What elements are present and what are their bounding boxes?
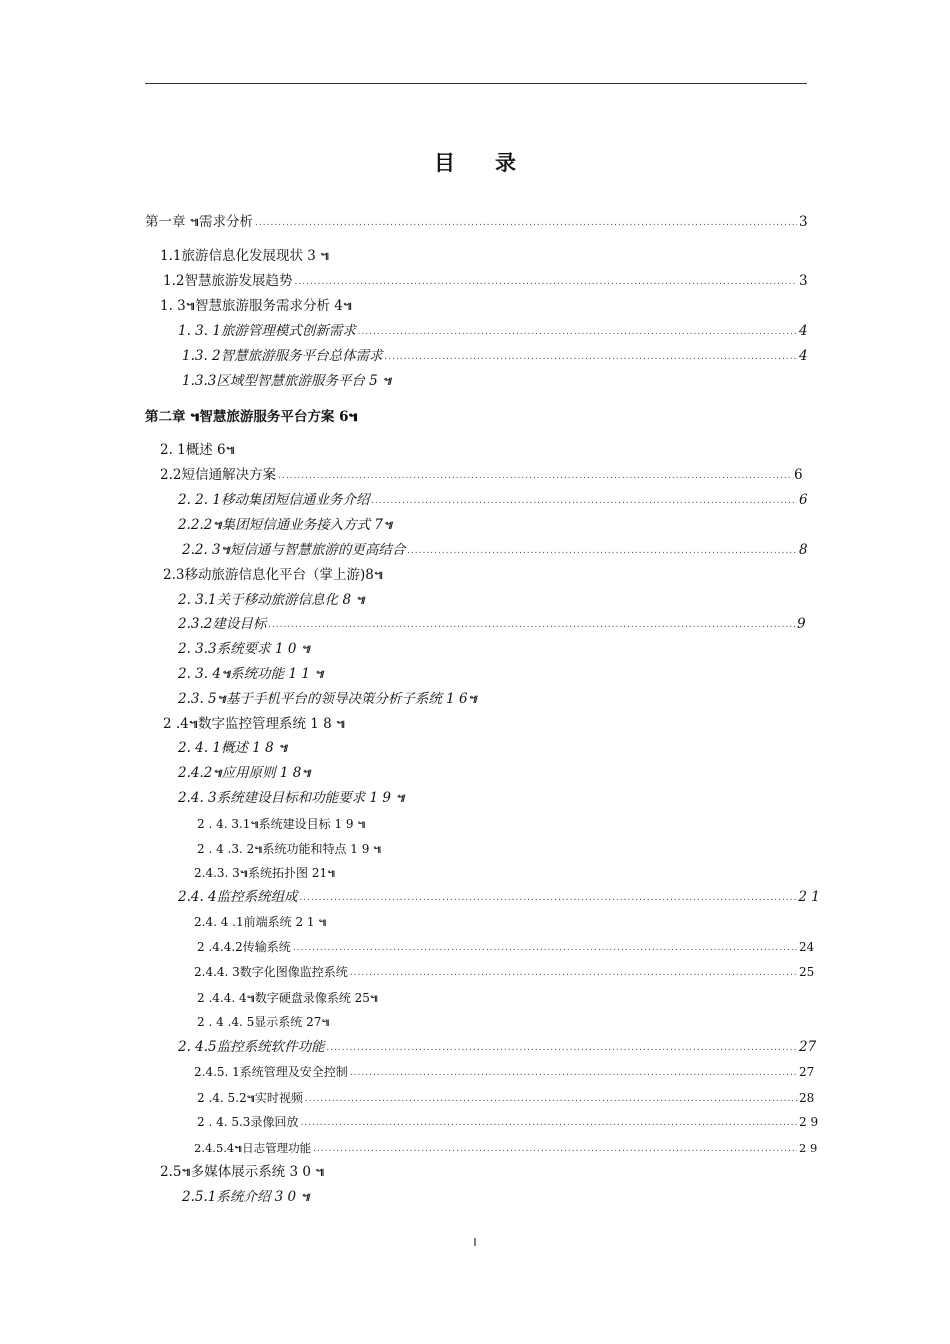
- toc-entry-page: 3: [799, 214, 808, 230]
- toc-entry-2-4-4-2[interactable]: [197, 938, 815, 958]
- toc-entry-text: 概述 6๚: [185, 442, 235, 458]
- toc-entry-page: 27: [799, 1065, 815, 1079]
- toc-entry-2-4-5[interactable]: [178, 1038, 817, 1058]
- toc-entry-text: ๚数字监控管理系统 1 8 ๚: [188, 716, 346, 732]
- toc-entry-number: 1. 3: [160, 298, 186, 314]
- toc-entry-text: 录像回放: [250, 1115, 299, 1129]
- toc-entry-text: 前端系统 2 1 ๚: [243, 915, 327, 929]
- toc-entry-text: ๚基于手机平台的领导决策分析子系统 1 6๚: [216, 691, 477, 707]
- toc-entry-2-1[interactable]: [160, 441, 807, 461]
- toc-entry-2-4-5-2[interactable]: [197, 1089, 815, 1109]
- toc-entry-2-5[interactable]: [160, 1163, 807, 1183]
- toc-entry-text: 旅游信息化发展现状 3 ๚: [181, 248, 330, 264]
- toc-entry-text: 短信通解决方案: [181, 467, 277, 483]
- toc-entry-text: ๚日志管理功能: [234, 1141, 312, 1155]
- leader-dots: [300, 889, 797, 907]
- leader-dots: [371, 492, 797, 510]
- toc-entry-2-3[interactable]: [163, 566, 807, 586]
- toc-entry-number: 2 .4: [163, 716, 189, 732]
- toc-entry-text: ๚智慧旅游服务需求分析 4๚: [185, 298, 353, 314]
- toc-entry-2-4-4-3[interactable]: [194, 963, 815, 983]
- toc-entry-text: 显示系统 27๚: [254, 1015, 330, 1029]
- toc-entry-number: 2.2.2: [178, 517, 213, 533]
- toc-entry-2-4-5-4[interactable]: [194, 1139, 818, 1159]
- toc-entry-number: 2.4.4. 3: [194, 965, 240, 979]
- toc-entry-number: 2.4.2: [178, 765, 213, 781]
- toc-entry-text: 关于移动旅游信息化 8 ๚: [216, 592, 365, 608]
- toc-entry-number: 2.4. 4: [178, 889, 217, 905]
- toc-entry-1-2[interactable]: [163, 272, 807, 292]
- toc-entry-page: 6: [794, 467, 803, 483]
- toc-entry-text: 系统建设目标和功能要求 1 9 ๚: [216, 790, 405, 806]
- toc-entry-page: 25: [799, 965, 815, 979]
- toc-entry-text: ๚实时视频: [246, 1091, 303, 1105]
- toc-entry-text: 区域型智慧旅游服务平台 5 ๚: [216, 373, 392, 389]
- toc-entry-text: 第一章 ๚需求分析: [145, 214, 254, 230]
- toc-entry-1-1[interactable]: [160, 247, 807, 267]
- toc-entry-2-3-2[interactable]: [178, 615, 807, 635]
- toc-entry-text: ๚短信通与智慧旅游的更高结合: [220, 542, 406, 558]
- toc-entry-number: 2 . 4 .3. 2: [197, 842, 255, 856]
- toc-entry-number: 2.4. 4 .1: [194, 915, 244, 929]
- toc-entry-text: 移动集团短信通业务介绍: [220, 492, 370, 508]
- toc-entry-chapter-2[interactable]: [145, 408, 807, 428]
- toc-entry-page: 8: [799, 542, 808, 558]
- leader-dots: [327, 1039, 797, 1057]
- toc-entry-2-2-2[interactable]: [178, 516, 807, 536]
- toc-entry-page: 6: [799, 492, 808, 508]
- toc-entry-2-2[interactable]: [160, 466, 807, 486]
- toc-entry-number: 2 .4.4.2: [197, 940, 243, 954]
- leader-dots: [407, 542, 797, 560]
- toc-entry-text: ๚系统功能和特点 1 9 ๚: [254, 842, 382, 856]
- toc-entry-number: 1. 3. 1: [178, 323, 221, 339]
- toc-entry-1-3-2[interactable]: [182, 347, 807, 367]
- toc-entry-text: 系统管理及安全控制: [239, 1065, 348, 1079]
- toc-entry-text: ๚应用原则 1 8๚: [212, 765, 311, 781]
- toc-entry-2-2-3[interactable]: [182, 541, 807, 561]
- toc-entry-2-4[interactable]: [163, 715, 807, 735]
- toc-entry-text: 第二章 ๚智慧旅游服务平台方案 6๚: [145, 409, 358, 425]
- toc-entry-text: 监控系统组成: [216, 889, 298, 905]
- toc-entry-2-4-4-5[interactable]: [197, 1013, 807, 1033]
- toc-entry-number: 2 . 4. 3.1: [197, 817, 251, 831]
- toc-entry-number: 2.2: [160, 467, 182, 483]
- toc-title: 目录: [434, 150, 556, 175]
- toc-entry-text: 数字化图像监控系统: [239, 965, 348, 979]
- toc-entry-page: 9: [797, 616, 806, 632]
- toc-entry-number: 2. 3.1: [178, 592, 217, 608]
- toc-entry-number: 2.4.5.4: [194, 1141, 235, 1155]
- toc-entry-2-4-5-3[interactable]: [197, 1113, 819, 1133]
- toc-entry-page: 2 9: [799, 1115, 819, 1129]
- toc-entry-page: 27: [799, 1039, 817, 1055]
- toc-entry-2-4-3[interactable]: [178, 789, 807, 809]
- toc-entry-2-3-4[interactable]: [178, 665, 807, 685]
- toc-entry-2-5-1[interactable]: [182, 1188, 807, 1208]
- leader-dots: [305, 1090, 797, 1108]
- toc-entry-text: 监控系统软件功能: [216, 1039, 325, 1055]
- toc-entry-1-3[interactable]: [160, 297, 807, 317]
- toc-entry-number: 2. 3.3: [178, 641, 217, 657]
- toc-entry-page: 3: [799, 273, 808, 289]
- leader-dots: [350, 964, 797, 982]
- toc-entry-number: 2.5.1: [182, 1189, 217, 1205]
- toc-entry-text: ๚数字硬盘录像系统 25๚: [246, 991, 379, 1005]
- toc-entry-number: 2. 3. 4: [178, 666, 221, 682]
- toc-entry-page: 2 9: [799, 1141, 818, 1155]
- leader-dots: [358, 323, 797, 341]
- toc-entry-page: 4: [799, 323, 808, 339]
- toc-entry-number: 1.3. 2: [182, 348, 221, 364]
- toc-entry-number: 2. 4.5: [178, 1039, 217, 1055]
- leader-dots: [294, 273, 797, 291]
- toc-entry-number: 2.3.2: [178, 616, 213, 632]
- toc-entry-number: 2.4. 3: [178, 790, 217, 806]
- toc-entry-text: 系统要求 1 0 ๚: [216, 641, 310, 657]
- toc-entry-number: 2.4.5. 1: [194, 1065, 240, 1079]
- toc-entry-text: 概述 1 8 ๚: [220, 740, 288, 756]
- toc-entry-2-4-3-2[interactable]: [197, 840, 807, 860]
- toc-entry-text: ๚系统建设目标 1 9 ๚: [250, 817, 366, 831]
- toc-entry-number: 2 . 4. 5.3: [197, 1115, 251, 1129]
- toc-entry-text: 智慧旅游发展趋势: [184, 273, 293, 289]
- toc-entry-2-4-4-1[interactable]: [194, 913, 807, 933]
- toc-entry-number: 2.2. 3: [182, 542, 221, 558]
- footer-page-number: I: [473, 1236, 477, 1249]
- toc-entry-number: 2. 1: [160, 442, 186, 458]
- toc-entry-text: ๚集团短信通业务接入方式 7๚: [212, 517, 393, 533]
- toc-entry-2-4-1[interactable]: [178, 739, 807, 759]
- toc-entry-number: 2. 4. 1: [178, 740, 221, 756]
- toc-entry-2-3-3[interactable]: [178, 640, 807, 660]
- toc-entry-2-3-1[interactable]: [178, 591, 807, 611]
- leader-dots: [255, 214, 797, 232]
- toc-entry-2-4-2[interactable]: [178, 764, 807, 784]
- leader-dots: [385, 348, 797, 366]
- toc-entry-page: 2 1: [798, 889, 820, 905]
- leader-dots: [350, 1064, 797, 1082]
- toc-entry-number: 2.3: [163, 567, 185, 583]
- toc-entry-2-3-5[interactable]: [178, 690, 807, 710]
- toc-entry-2-4-3-3[interactable]: [194, 864, 807, 884]
- toc-entry-text: 移动旅游信息化平台（掌上游)8๚: [184, 567, 384, 583]
- toc-entry-number: 1.1: [160, 248, 182, 264]
- toc-entry-2-2-1[interactable]: [178, 491, 807, 511]
- toc-entry-page: 4: [799, 348, 808, 364]
- toc-entry-number: 2.5: [160, 1164, 182, 1180]
- toc-entry-number: 2 .4.4. 4: [197, 991, 247, 1005]
- toc-entry-number: 2. 2. 1: [178, 492, 221, 508]
- toc-entry-number: 1.3.3: [182, 373, 217, 389]
- toc-entry-page: 28: [799, 1091, 815, 1105]
- toc-entry-number: 1.2: [163, 273, 185, 289]
- toc-entry-number: 2.4.3. 3: [194, 866, 240, 880]
- toc-entry-text: ๚多媒体展示系统 3 0 ๚: [181, 1164, 325, 1180]
- toc-entry-number: 2 . 4 .4. 5: [197, 1015, 255, 1029]
- toc-entry-number: 2.3. 5: [178, 691, 217, 707]
- toc-entry-text: ๚系统拓扑图 21๚: [239, 866, 336, 880]
- toc-entry-2-4-4-4[interactable]: [197, 989, 807, 1009]
- leader-dots: [278, 467, 792, 485]
- leader-dots: [313, 1140, 797, 1158]
- toc-entry-text: 智慧旅游服务平台总体需求: [220, 348, 383, 364]
- toc-entry-text: 系统介绍 3 0 ๚: [216, 1189, 310, 1205]
- toc-entry-2-4-5-1[interactable]: [194, 1063, 815, 1083]
- leader-dots: [300, 1114, 797, 1132]
- toc-entry-text: 旅游管理模式创新需求: [220, 323, 356, 339]
- toc-entry-chapter-1[interactable]: [145, 213, 807, 233]
- toc-entry-page: 24: [799, 940, 815, 954]
- leader-dots: [268, 616, 795, 634]
- toc-entry-number: 2 .4. 5.2: [197, 1091, 247, 1105]
- toc-entry-1-3-3[interactable]: [182, 372, 807, 392]
- toc-entry-2-4-3-1[interactable]: [197, 815, 807, 835]
- leader-dots: [293, 939, 797, 957]
- toc-entry-2-4-4[interactable]: [178, 888, 820, 908]
- toc-entry-1-3-1[interactable]: [178, 322, 807, 342]
- toc-entry-text: 建设目标: [212, 616, 267, 632]
- toc-entry-text: ๚系统功能 1 1 ๚: [220, 666, 324, 682]
- toc-entry-text: 传输系统: [242, 940, 291, 954]
